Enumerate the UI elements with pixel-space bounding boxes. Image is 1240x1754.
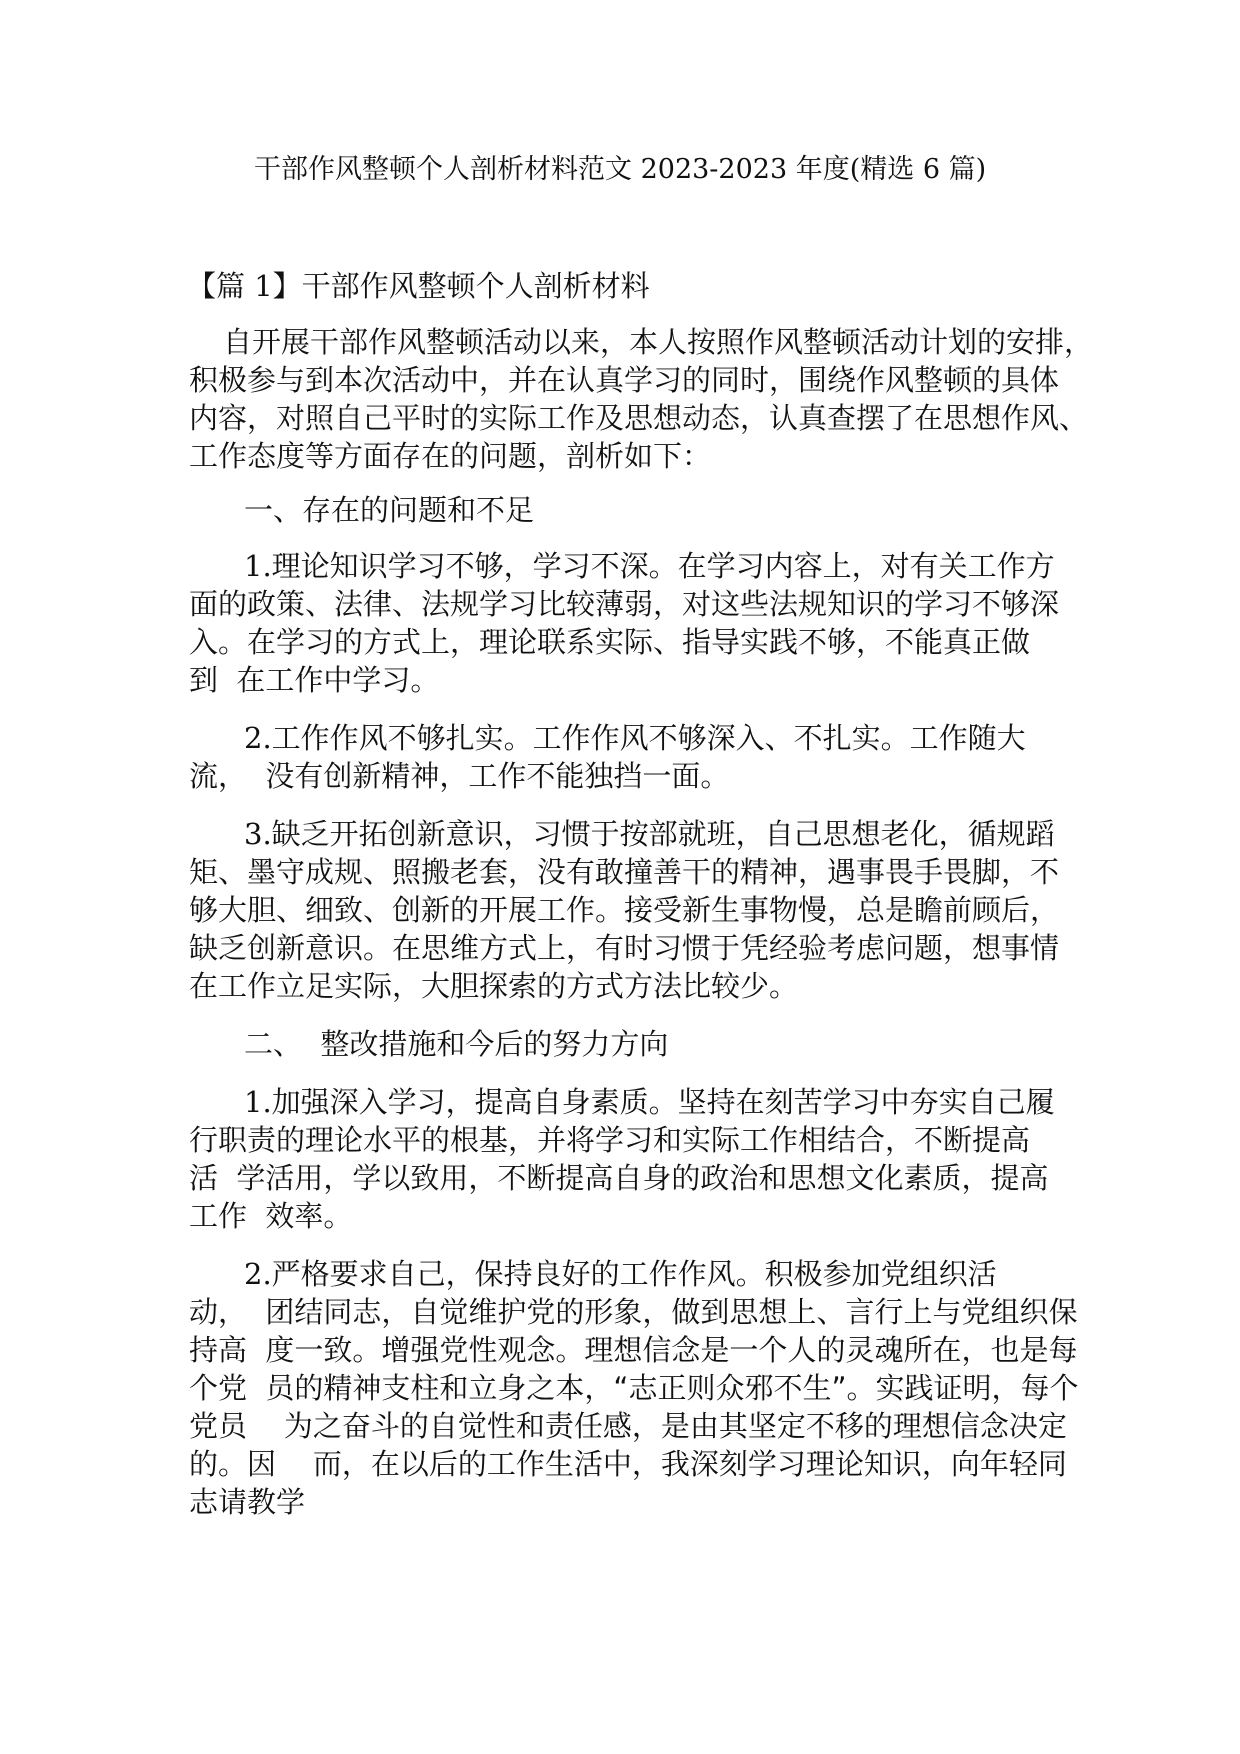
section-heading: 一、存在的问题和不足	[244, 493, 535, 527]
paragraph-line: 活 学活用，学以致用，不断提高自身的政治和思想文化素质，提高	[189, 1161, 1049, 1195]
paragraph-line: 志请教学	[189, 1485, 306, 1519]
paragraph-line: 入。在学习的方式上，理论联系实际、指导实践不够，不能真正做	[189, 625, 1031, 659]
paragraph-line: 够大胆、细致、创新的开展工作。接受新生事物慢，总是瞻前顾后，	[189, 893, 1060, 927]
document-title: 干部作风整顿个人剖析材料范文 2023-2023 年度(精选 6 篇)	[254, 154, 987, 185]
article-heading-prefix: 【篇	[187, 269, 255, 303]
paragraph-line: 面的政策、法律、法规学习比较薄弱，对这些法规知识的学习不够深	[189, 587, 1060, 621]
item-number: 3.	[244, 817, 272, 851]
paragraph-line: 流， 没有创新精神，工作不能独挡一面。	[189, 759, 730, 793]
item-text: 缺乏开拓创新意识，习惯于按部就班，自己思想老化，循规蹈	[271, 817, 1055, 851]
item-number: 1.	[244, 549, 272, 583]
article-heading-title: 】干部作风整顿个人剖析材料	[272, 269, 650, 303]
item-number: 2.	[244, 1257, 272, 1291]
article-heading-number: 1	[254, 269, 273, 303]
item-text: 加强深入学习，提高自身素质。坚持在刻苦学习中夯实自己履	[271, 1085, 1055, 1119]
paragraph-line: 个党 员的精神支柱和立身之本，“志正则众邪不生”。实践证明，每个	[189, 1371, 1079, 1405]
paragraph-line	[244, 814, 1055, 854]
paragraph-line: 工作 效率。	[189, 1199, 353, 1233]
item-number: 2.	[244, 721, 272, 755]
paragraph-line: 缺乏创新意识。在思维方式上，有时习惯于凭经验考虑问题，想事情	[189, 931, 1060, 965]
item-text: 理论知识学习不够，学习不深。在学习内容上，对有关工作方	[271, 549, 1055, 583]
paragraph-line: 持高 度一致。增强党性观念。理想信念是一个人的灵魂所在，也是每	[189, 1333, 1078, 1367]
paragraph-line: 积极参与到本次活动中，并在认真学习的同时，围绕作风整顿的具体	[189, 363, 1060, 397]
item-number: 1.	[244, 1085, 272, 1119]
paragraph-line	[244, 718, 1026, 758]
section-heading: 二、 整改措施和今后的努力方向	[244, 1027, 669, 1061]
item-text: 工作作风不够扎实。工作作风不够深入、不扎实。工作随大	[271, 721, 1026, 755]
paragraph-line	[244, 1082, 1055, 1122]
paragraph-line: 内容，对照自己平时的实际工作及思想动态，认真查摆了在思想作风、	[189, 401, 1089, 435]
paragraph-line: 动， 团结同志，自觉维护党的形象，做到思想上、言行上与党组织保	[189, 1295, 1078, 1329]
article-heading	[187, 266, 650, 306]
paragraph-line: 在工作立足实际，大胆探索的方式方法比较少。	[189, 969, 799, 1003]
paragraph-line: 工作态度等方面存在的问题，剖析如下：	[189, 439, 712, 473]
paragraph-line	[244, 546, 1055, 586]
paragraph-line: 行职责的理论水平的根基，并将学习和实际工作相结合，不断提高	[189, 1123, 1031, 1157]
paragraph-line: 矩、墨守成规、照搬老套，没有敢撞善干的精神，遇事畏手畏脚，不	[189, 855, 1060, 889]
item-text: 严格要求自己，保持良好的工作作风。积极参加党组织活	[271, 1257, 997, 1291]
paragraph-line: 到 在工作中学习。	[189, 663, 440, 697]
paragraph-line	[244, 1254, 997, 1294]
paragraph-line: 的。因 而，在以后的工作生活中，我深刻学习理论知识，向年轻同	[189, 1447, 1067, 1481]
paragraph-line: 党员 为之奋斗的自觉性和责任感，是由其坚定不移的理想信念决定	[189, 1409, 1067, 1443]
paragraph-line: 自开展干部作风整顿活动以来，本人按照作风整顿活动计划的安排，	[223, 325, 1094, 359]
